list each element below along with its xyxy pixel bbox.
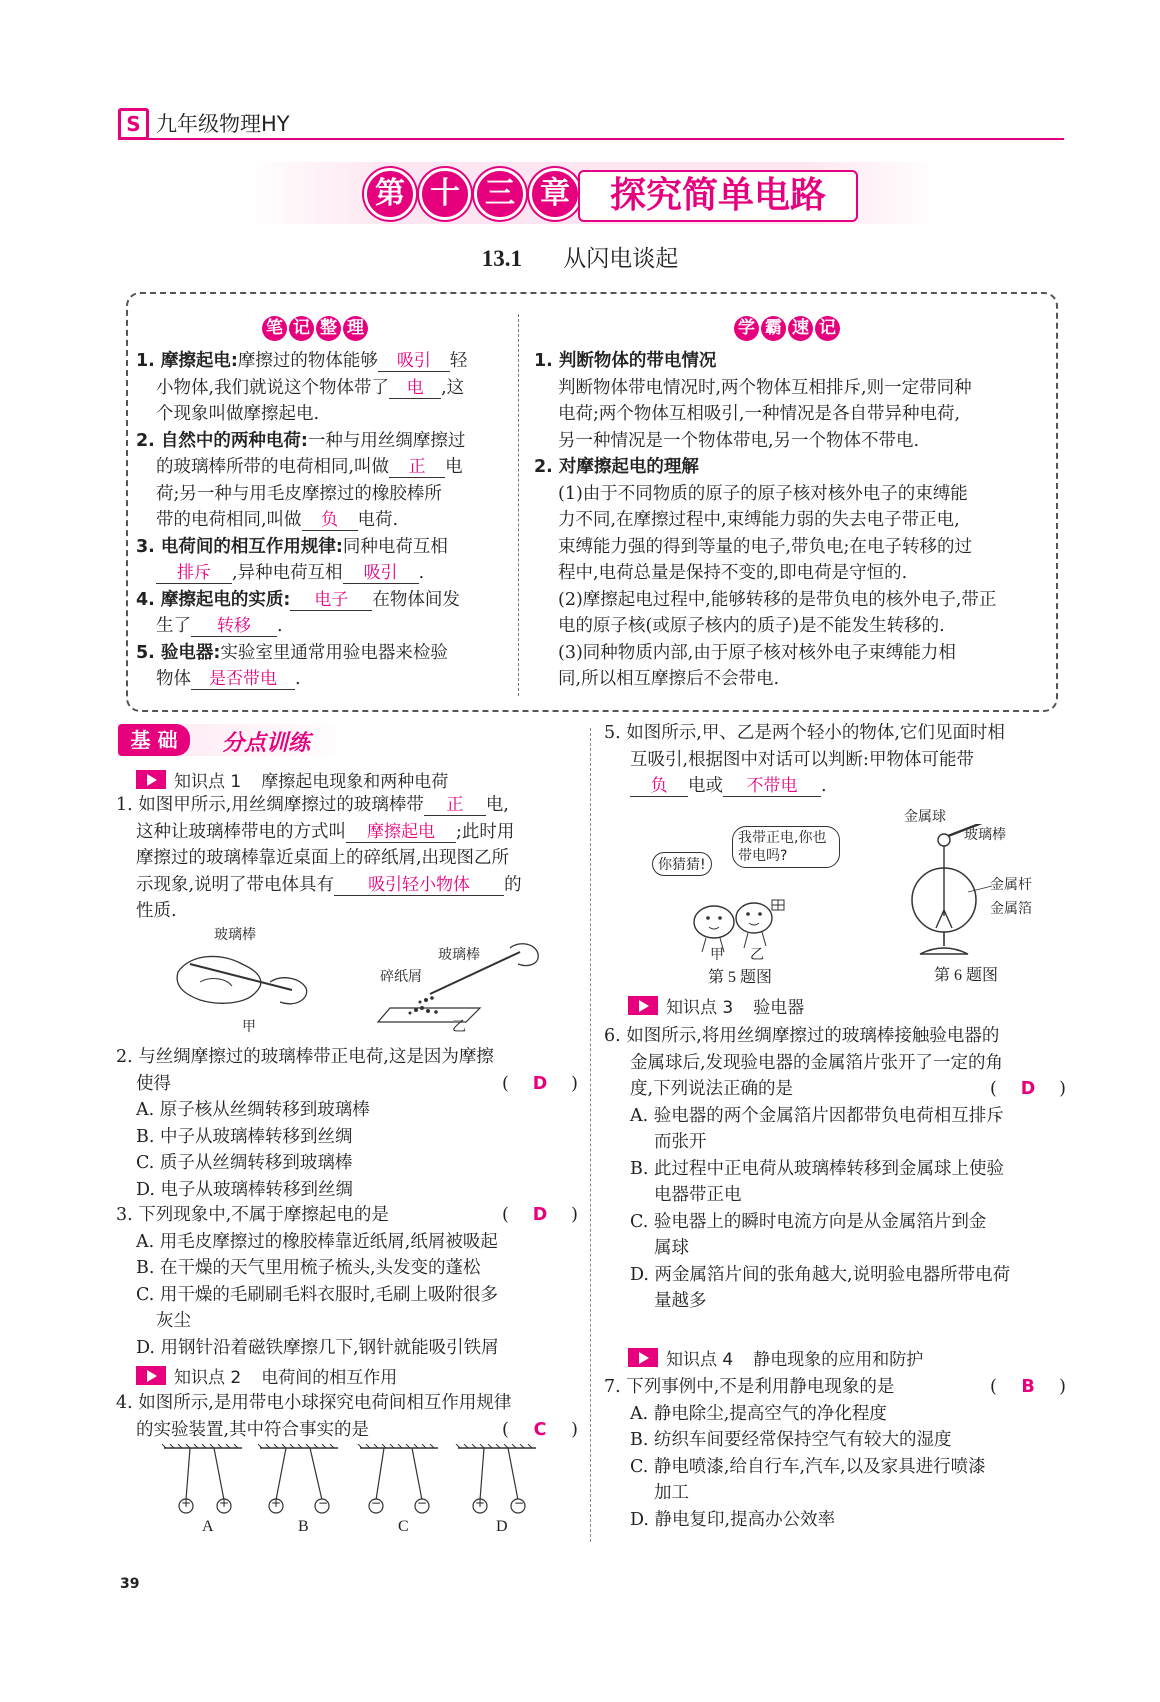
figure-q5: [646, 826, 856, 984]
q-answer: D: [1020, 1079, 1036, 1099]
q-option: 而张开: [654, 1132, 707, 1152]
q-option: C. 静电喷漆,给自行车,汽车,以及家具进行喷漆: [630, 1456, 986, 1477]
fig-label: 甲: [710, 947, 724, 963]
fig-label: 碎纸屑: [380, 969, 422, 985]
q-option: B. 在干燥的天气里用梳子梳头,头发变的蓬松: [136, 1258, 481, 1278]
pendulum-drawing: [452, 1444, 542, 1516]
note-text: 电荷.: [357, 510, 399, 530]
q-answer: 不带电: [723, 776, 821, 797]
q-option: B. 此过程中正电荷从玻璃棒转移到金属球上使验: [630, 1158, 1004, 1179]
q-option: A. 原子核从丝绸转移到玻璃棒: [136, 1100, 370, 1120]
note-text: 同种电荷互相: [342, 536, 448, 557]
knowledge-point-2: [136, 1362, 397, 1388]
note-text: 物体: [156, 669, 191, 689]
kp-label: 知识点 4: [666, 1349, 734, 1370]
note-answer: 正: [389, 457, 445, 478]
play-icon: [628, 1348, 658, 1367]
chapter-char: 章: [529, 168, 581, 220]
note-answer: 转移: [191, 616, 277, 637]
pendulum-drawing: [254, 1444, 344, 1516]
note-text: 生了: [156, 616, 191, 636]
answer-paren: ( D ): [502, 1071, 578, 1098]
figure-q4: [158, 1444, 578, 1538]
fig-label: 乙: [750, 947, 764, 963]
pendulum-set-d: [452, 1444, 542, 1538]
electroscope-illustration: [900, 824, 1000, 964]
speech-bubble-2: 我带正电,你也带电吗?: [732, 826, 840, 868]
note-answer: 电子: [290, 590, 372, 611]
note-text: 判断物体带电情况时,两个物体互相排斥,则一定带同种: [558, 377, 972, 398]
title-char: 整: [316, 316, 341, 341]
fig-label: 玻璃棒: [438, 947, 480, 963]
q-option: 加工: [654, 1483, 689, 1503]
paper-bits-illustration: [370, 938, 570, 1028]
title-char: 学: [734, 316, 759, 341]
q-text: ;此时用: [456, 821, 515, 842]
note-answer: 负: [302, 510, 358, 531]
title-char: 记: [289, 316, 314, 341]
play-icon: [136, 770, 166, 789]
note-head: 4. 摩擦起电的实质:: [136, 589, 291, 610]
pendulum-set-b: [254, 1444, 344, 1538]
note-text: .: [418, 563, 425, 583]
note-text: .: [277, 616, 283, 636]
chapter-number: [364, 168, 581, 220]
left-column: [116, 766, 578, 925]
question-4: [116, 1390, 578, 1443]
q-option: C. 用干燥的毛刷刷毛料衣服时,毛刷上吸附很多: [136, 1284, 498, 1305]
q-text: 的: [504, 874, 522, 895]
section-number: 13.1: [481, 246, 522, 271]
q-text: 电或: [688, 776, 723, 796]
charge-sign: −: [417, 1496, 428, 1510]
figure-caption: 第 6 题图: [934, 967, 999, 984]
charge-sign: +: [219, 1496, 230, 1510]
fig-label: 玻璃棒: [964, 827, 1006, 843]
chapter-char: 三: [474, 168, 526, 220]
title-char: 记: [815, 316, 840, 341]
note-answer: 是否带电: [191, 669, 295, 690]
q-text: 摩擦过的玻璃棒靠近桌面上的碎纸屑,出现图乙所: [136, 848, 510, 868]
question-7: [604, 1374, 1066, 1533]
notes-right-title: [734, 316, 842, 341]
note-text: 的玻璃棒所带的电荷相同,叫做: [156, 457, 390, 477]
note-text: .: [295, 669, 301, 689]
notes-left: [136, 348, 508, 693]
pendulum-set-a: [158, 1444, 248, 1538]
q-option: B. 中子从玻璃棒转移到丝绸: [136, 1126, 353, 1147]
q-text: 2. 与丝绸摩擦过的玻璃棒带正电荷,这是因为摩擦: [116, 1047, 494, 1067]
q-text: 的实验装置,其中符合事实的是: [136, 1419, 370, 1440]
rubbing-illustration: [170, 942, 330, 1016]
q-text: 5. 如图所示,甲、乙是两个轻小的物体,它们见面时相: [604, 723, 1005, 743]
q-text: 4. 如图所示,是用带电小球探究电荷间相互作用规律: [116, 1393, 512, 1413]
pendulum-drawing: [354, 1444, 444, 1516]
note-head: 2. 对摩擦起电的理解: [534, 457, 699, 477]
note-text: 实验室里通常用验电器来检验: [220, 642, 448, 663]
note-text: 电荷;两个物体互相吸引,一种情况是各自带异种电荷,: [558, 404, 961, 424]
q-answer: 正: [424, 795, 486, 816]
fig-label: 甲: [242, 1019, 256, 1035]
note-text: 同,所以相互摩擦后不会带电.: [558, 669, 780, 689]
note-text: 一种与用丝绸摩擦过: [307, 430, 466, 451]
kp-title: 电荷间的相互作用: [261, 1367, 398, 1388]
note-text: 电的原子核(或原子核内的质子)是不能发生转移的.: [558, 616, 945, 636]
chapter-char: 第: [364, 168, 416, 220]
q-option: D. 静电复印,提高办公效率: [630, 1509, 836, 1530]
play-icon: [628, 996, 658, 1015]
q-text: 1. 如图甲所示,用丝绸摩擦过的玻璃棒带: [116, 795, 424, 815]
subject-title: 九年级物理HY: [156, 112, 290, 136]
publisher-logo: S: [118, 108, 149, 140]
title-char: 速: [788, 316, 813, 341]
q-answer: D: [532, 1073, 548, 1094]
kp-label: 知识点 3: [666, 997, 734, 1018]
kp-label: 知识点 2: [174, 1367, 242, 1388]
title-char: 理: [343, 316, 368, 341]
q-text: 金属球后,发现验电器的金属箔片张开了一定的角: [630, 1052, 1004, 1073]
q-text: 使得: [136, 1073, 171, 1094]
question-2: [116, 1044, 578, 1203]
q-text: 7. 下列事例中,不是利用静电现象的是: [604, 1377, 895, 1397]
play-icon: [136, 1366, 166, 1385]
option-label: C: [398, 1518, 409, 1535]
q-text: 电,: [485, 795, 509, 815]
title-char: 霸: [761, 316, 786, 341]
note-head: 5. 验电器:: [136, 642, 221, 663]
q-option: D. 电子从玻璃棒转移到丝绸: [136, 1179, 354, 1200]
q-option: D. 用钢针沿着磁铁摩擦几下,钢针就能吸引铁屑: [136, 1337, 499, 1358]
note-text: ,异种电荷互相: [232, 563, 343, 583]
chapter-char: 十: [419, 168, 471, 220]
training-banner: [118, 724, 358, 756]
charge-sign: −: [371, 1496, 382, 1510]
question-3: [116, 1202, 578, 1361]
note-text: 程中,电荷总量是保持不变的,即电荷是守恒的.: [558, 563, 908, 583]
note-answer: 吸引: [343, 563, 419, 584]
speech-bubble-1: 你猜猜!: [652, 852, 712, 876]
pendulum-set-c: [354, 1444, 444, 1538]
q-text: 互吸引,根据图中对话可以判断:甲物体可能带: [630, 749, 974, 770]
q-answer: D: [532, 1205, 548, 1225]
note-answer: 排斥: [156, 563, 232, 584]
answer-paren: ( D ): [502, 1202, 578, 1229]
fig-label: 金属球: [904, 809, 946, 825]
q-answer: C: [533, 1419, 547, 1440]
training-badge: 基 础: [118, 724, 190, 756]
answer-paren: ( C ): [502, 1417, 578, 1444]
figure-caption: 第 5 题图: [708, 969, 773, 986]
note-text: 荷;另一种与用毛皮摩擦过的橡胶棒所: [156, 483, 442, 504]
note-text: 束缚能力强的得到等量的电子,带负电;在电子转移的过: [558, 536, 972, 557]
note-text: 轻: [449, 351, 468, 371]
header-rule: [118, 138, 1064, 140]
training-title: 分点训练: [222, 731, 311, 756]
kp-title: 静电现象的应用和防护: [753, 1349, 924, 1370]
note-text: 带的电荷相同,叫做: [156, 510, 302, 530]
charge-sign: +: [475, 1496, 486, 1510]
kp-title: 验电器: [753, 997, 805, 1018]
note-head: 1. 判断物体的带电情况: [534, 351, 717, 371]
q-option: D. 两金属箔片间的张角越大,说明验电器所带电荷: [630, 1264, 1011, 1285]
knowledge-point-1: [136, 766, 578, 792]
q-option: B. 纺织车间要经常保持空气有较大的湿度: [630, 1430, 952, 1450]
pendulum-drawing: [158, 1444, 248, 1516]
q-option: C. 验电器上的瞬时电流方向是从金属箔片到金: [630, 1211, 987, 1232]
question-6: [604, 1023, 1066, 1315]
question-5: [604, 720, 1066, 800]
section-title: [0, 240, 1160, 273]
q-answer: 摩擦起电: [346, 822, 456, 843]
q-option: C. 质子从丝绸转移到玻璃棒: [136, 1153, 353, 1173]
q-option: A. 验电器的两个金属箔片因都带负电荷相互排斥: [630, 1105, 1004, 1126]
q-option: A. 用毛皮摩擦过的橡胶棒靠近纸屑,纸屑被吸起: [136, 1231, 498, 1252]
header: [118, 108, 1064, 140]
column-divider: [590, 728, 591, 1542]
note-head: 2. 自然中的两种电荷:: [136, 430, 308, 451]
figure-q6: [890, 806, 1070, 986]
q-option: 属球: [654, 1238, 689, 1258]
fig-label: 玻璃棒: [214, 927, 256, 943]
charge-sign: +: [181, 1496, 192, 1510]
question-1: [116, 792, 578, 925]
note-answer: 吸引: [378, 351, 450, 372]
answer-paren: ( D ): [990, 1076, 1066, 1103]
figure-q1: [170, 924, 570, 1034]
note-answer: 电: [389, 378, 441, 399]
q-text: .: [821, 776, 827, 796]
characters-illustration: [676, 878, 806, 958]
option-label: B: [298, 1518, 309, 1535]
option-label: D: [496, 1518, 508, 1535]
note-text: 另一种情况是一个物体带电,另一个物体不带电.: [558, 430, 920, 451]
note-text: (2)摩擦起电过程中,能够转移的是带负电的核外电子,带正: [558, 589, 997, 610]
fig-label: 金属杆: [990, 877, 1032, 893]
charge-sign: −: [318, 1496, 329, 1510]
q-text: 6. 如图所示,将用丝绸摩擦过的玻璃棒接触验电器的: [604, 1026, 1000, 1046]
notes-right: [534, 348, 1044, 693]
fig-label: 金属箔: [990, 901, 1032, 917]
note-text: 力不同,在摩擦过程中,束缚能力弱的失去电子带正电,: [558, 510, 960, 530]
q-answer: 吸引轻小物体: [334, 875, 504, 896]
q-text: 度,下列说法正确的是: [630, 1079, 794, 1099]
q-option: 电器带正电: [654, 1185, 742, 1205]
notes-left-title: [262, 316, 370, 341]
knowledge-point-3: [628, 992, 804, 1018]
note-text: 个现象叫做摩擦起电.: [156, 404, 320, 424]
title-char: 笔: [262, 316, 287, 341]
q-text: 3. 下列现象中,不属于摩擦起电的是: [116, 1205, 389, 1225]
note-text: (1)由于不同物质的原子的原子核对核外电子的束缚能: [558, 483, 968, 504]
note-text: 在物体间发: [372, 589, 460, 610]
q-text: 性质.: [136, 901, 177, 921]
note-text: 小物体,我们就说这个物体带了: [156, 377, 390, 398]
note-text: 摩擦过的物体能够: [237, 351, 378, 371]
note-text: ,这: [441, 377, 465, 398]
charge-sign: +: [271, 1496, 282, 1510]
q-text: 这种让玻璃棒带电的方式叫: [136, 821, 346, 842]
option-label: A: [202, 1518, 214, 1535]
note-head: 3. 电荷间的相互作用规律:: [136, 536, 343, 557]
chapter-title: 探究简单电路: [578, 170, 858, 222]
kp-label: 知识点 1: [174, 771, 242, 792]
q-option: 量越多: [654, 1291, 707, 1311]
knowledge-point-4: [628, 1344, 923, 1370]
section-name: 从闪电谈起: [563, 246, 679, 272]
page-number: 39: [120, 1576, 140, 1592]
q-option: A. 静电除尘,提高空气的净化程度: [630, 1403, 887, 1424]
note-head: 1. 摩擦起电:: [136, 351, 238, 371]
fig-label: 乙: [452, 1019, 466, 1035]
q-text: 示现象,说明了带电体具有: [136, 874, 335, 895]
note-text: (3)同种物质内部,由于原子核对核外电子束缚能力相: [558, 642, 956, 663]
answer-paren: ( B ): [990, 1374, 1066, 1401]
kp-title: 摩擦起电现象和两种电荷: [261, 771, 449, 792]
charge-sign: −: [514, 1496, 525, 1510]
q-answer: B: [1021, 1377, 1035, 1397]
q-answer: 负: [630, 776, 688, 797]
note-text: 电: [445, 457, 463, 477]
q-option: 灰尘: [156, 1311, 191, 1331]
notes-divider: [518, 314, 519, 696]
